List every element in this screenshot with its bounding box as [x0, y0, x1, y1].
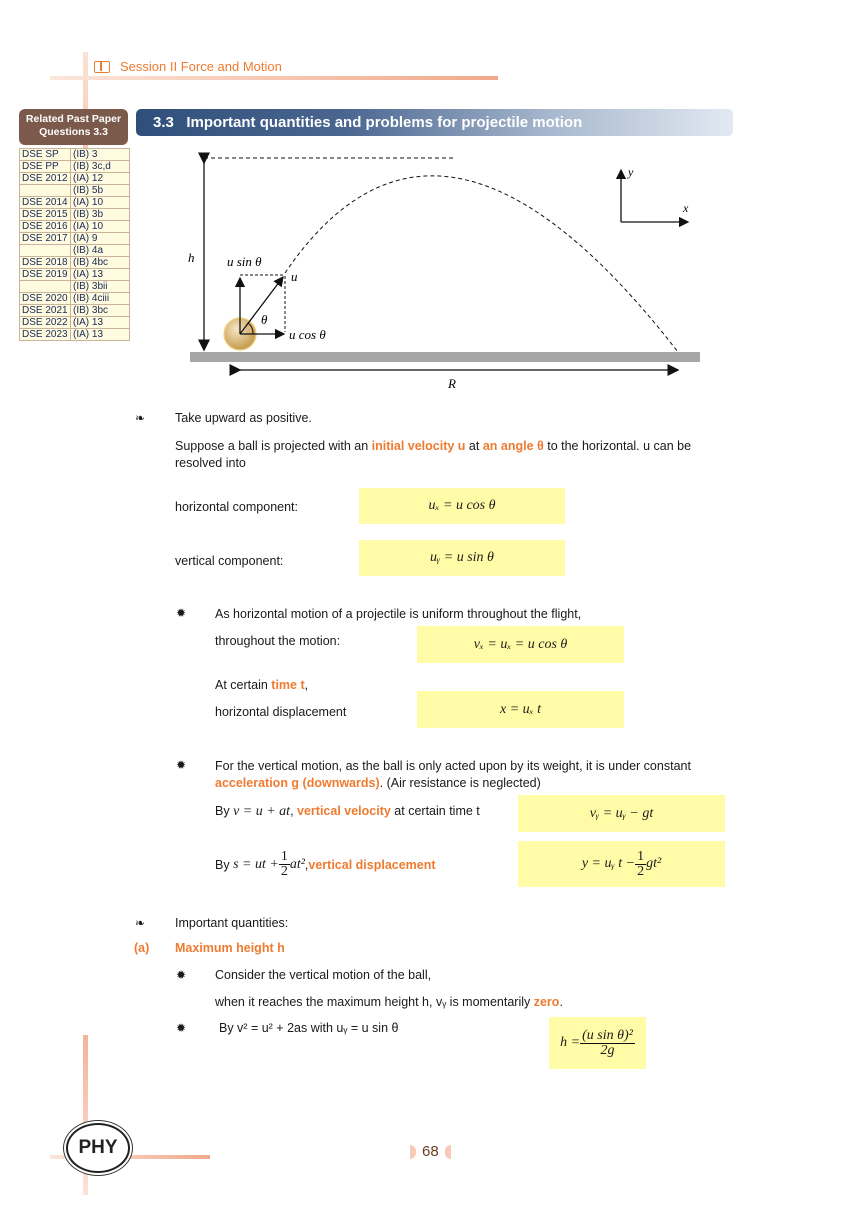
bullet-icon: ❧ — [135, 916, 146, 930]
past-paper-year: DSE 2018 — [20, 257, 71, 269]
related-title-line1: Related Past Paper — [25, 113, 122, 125]
past-paper-row — [20, 269, 130, 281]
past-paper-question: (IB) 3bii — [71, 281, 130, 293]
label-ucos: u cos θ — [289, 327, 326, 342]
frame-line-horizontal-top — [50, 76, 498, 80]
past-paper-question: (IB) 3 — [71, 149, 130, 161]
past-paper-question: (IB) 5b — [71, 185, 130, 197]
session-title: Session II Force and Motion — [120, 59, 282, 74]
past-paper-year: DSE 2016 — [20, 221, 71, 233]
fraction-max-height: $\frac{\text{(u sin θ)²}}{2g}$ — [582, 1027, 633, 1058]
vertical-displacement-equation: y = uᵧ t − $\frac{1}{2}$ gt² — [518, 841, 725, 887]
past-paper-year: DSE 2022 — [20, 317, 71, 329]
term-vertical-displacement: vertical displacement — [308, 857, 436, 872]
past-paper-year — [20, 281, 71, 293]
past-paper-year: DSE 2017 — [20, 233, 71, 245]
past-paper-question: (IB) 4a — [71, 245, 130, 257]
star-bullet-icon: ✹ — [176, 968, 187, 982]
section-number: 3.3 — [153, 114, 174, 131]
past-paper-row — [20, 281, 130, 293]
kinematics-equation-text: By v² = u² + 2as with uᵧ = u sin θ — [219, 1021, 399, 1035]
vertical-component-label: vertical component: — [175, 554, 284, 568]
horizontal-velocity-equation: vₓ = uₓ = u cos θ — [417, 626, 624, 663]
important-quantities-heading: Important quantities: — [175, 916, 289, 930]
page-number: 68 — [410, 1143, 451, 1160]
past-paper-row — [20, 209, 130, 221]
past-paper-question: (IA) 9 — [71, 233, 130, 245]
past-paper-row — [20, 161, 130, 173]
uniform-motion-text: As horizontal motion of a projectile is uniform throughout the flight, — [215, 607, 582, 621]
related-title-line2: Questions 3.3 — [39, 126, 108, 138]
term-initial-velocity: initial velocity u — [371, 439, 466, 453]
label-theta: θ — [261, 312, 268, 327]
section-title-bar — [136, 109, 733, 136]
bullet-icon: ❧ — [135, 411, 146, 425]
page-marker-left — [410, 1145, 416, 1159]
past-paper-row — [20, 257, 130, 269]
label-x: x — [683, 201, 689, 215]
horizontal-component-equation: uₓ = u cos θ — [359, 488, 565, 524]
maximum-height-heading: Maximum height h — [175, 941, 285, 955]
phy-logo: PHY — [66, 1123, 130, 1173]
horizontal-component-label: horizontal component: — [175, 500, 298, 514]
term-angle: an angle θ — [482, 439, 544, 453]
past-paper-year — [20, 185, 71, 197]
past-paper-question: (IB) 4bc — [71, 257, 130, 269]
past-paper-row — [20, 305, 130, 317]
label-usin: u sin θ — [227, 254, 262, 269]
throughout-motion-label: throughout the motion: — [215, 634, 341, 648]
max-height-equation: h = $\frac{\text{(u sin θ)²}}{2g}$ — [549, 1017, 646, 1069]
item-a-label: (a) — [134, 941, 150, 955]
term-acceleration: acceleration g (downwards) — [215, 776, 380, 790]
past-paper-question: (IB) 3b — [71, 209, 130, 221]
past-paper-year: DSE 2015 — [20, 209, 71, 221]
past-paper-row — [20, 329, 130, 341]
past-paper-year: DSE 2014 — [20, 197, 71, 209]
past-paper-row — [20, 185, 130, 197]
paragraph-upward: Take upward as positive. — [175, 411, 312, 425]
past-paper-year: DSE 2020 — [20, 293, 71, 305]
past-paper-row — [20, 173, 130, 185]
past-paper-year: DSE 2012 — [20, 173, 71, 185]
vertical-component-equation: uᵧ = u sin θ — [359, 540, 565, 576]
certain-time-text: At certain time t, — [215, 678, 309, 692]
paragraph-projection: Suppose a ball is projected with an initial velocity u at an angle θ to the horizontal. u can be resolved into — [175, 439, 692, 470]
past-paper-row — [20, 317, 130, 329]
vertical-displacement-text: By s = ut + $\frac{1}{2}$ at² , vertical displacement — [215, 849, 436, 879]
term-vertical-velocity: vertical velocity — [297, 804, 391, 818]
term-time: time t — [271, 678, 305, 692]
past-paper-year: DSE 2019 — [20, 269, 71, 281]
past-paper-row — [20, 197, 130, 209]
book-icon — [94, 61, 110, 73]
past-paper-year: DSE PP — [20, 161, 71, 173]
past-paper-question: (IA) 13 — [71, 317, 130, 329]
fraction-half: $\frac{1}{2}$ — [280, 849, 288, 879]
past-paper-row — [20, 221, 130, 233]
past-paper-row — [20, 149, 130, 161]
past-paper-question: (IB) 3c,d — [71, 161, 130, 173]
past-paper-year — [20, 245, 71, 257]
past-paper-row — [20, 293, 130, 305]
fraction-half: $\frac{1}{2}$ — [637, 848, 645, 879]
horizontal-displacement-equation: x = uₓ t — [417, 691, 624, 728]
vertical-velocity-equation: vᵧ = uᵧ − gt — [518, 795, 725, 832]
related-past-paper-box — [19, 109, 128, 145]
page-marker-right — [445, 1145, 451, 1159]
star-bullet-icon: ✹ — [176, 758, 187, 772]
past-paper-question: (IB) 4ciii — [71, 293, 130, 305]
label-h: h — [188, 250, 195, 265]
past-paper-year: DSE 2023 — [20, 329, 71, 341]
label-u: u — [291, 269, 298, 284]
past-paper-year: DSE 2021 — [20, 305, 71, 317]
past-paper-question: (IB) 3bc — [71, 305, 130, 317]
label-y: y — [628, 165, 634, 179]
max-height-zero-text: when it reaches the maximum height h, vᵧ is momentarily zero. — [215, 995, 563, 1009]
past-paper-question: (IA) 10 — [71, 197, 130, 209]
past-paper-table — [19, 148, 130, 341]
vertical-motion-text: For the vertical motion, as the ball is only acted upon by its weight, it is under constant acceleration g (downwards). (Air resistance is neglected) — [215, 759, 691, 790]
session-header — [94, 59, 282, 74]
past-paper-year: DSE SP — [20, 149, 71, 161]
past-paper-row — [20, 245, 130, 257]
vertical-velocity-text: By v = u + at, vertical velocity at certain time t — [215, 804, 480, 819]
term-zero: zero — [533, 995, 560, 1009]
past-paper-row — [20, 233, 130, 245]
consider-vertical-text: Consider the vertical motion of the ball, — [215, 968, 432, 982]
star-bullet-icon: ✹ — [176, 606, 187, 620]
star-bullet-icon: ✹ — [176, 1021, 187, 1035]
horizontal-displacement-label: horizontal displacement — [215, 705, 347, 719]
label-R: R — [448, 376, 456, 391]
ground — [190, 352, 700, 362]
section-title: Important quantities and problems for projectile motion — [186, 114, 583, 131]
projectile-diagram — [185, 150, 715, 400]
past-paper-question: (IA) 13 — [71, 329, 130, 341]
past-paper-question: (IA) 10 — [71, 221, 130, 233]
past-paper-question: (IA) 13 — [71, 269, 130, 281]
past-paper-question: (IA) 12 — [71, 173, 130, 185]
